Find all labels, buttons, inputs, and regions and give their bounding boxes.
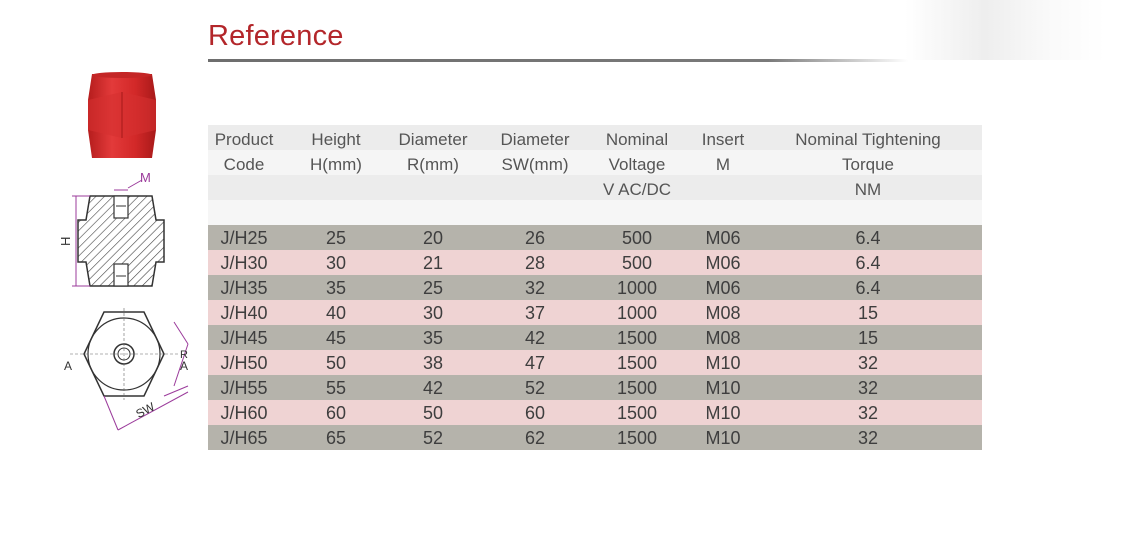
cell-insert: M08 [705,328,741,348]
cell-torque: 15 [857,303,879,323]
header-torque [788,127,948,202]
table-row [208,350,982,375]
header-line: Voltage [608,155,666,174]
cell-product-code: J/H40 [220,303,268,323]
cell-insert: M06 [705,278,741,298]
cell-diameter-sw: 47 [524,353,546,373]
title-divider [208,59,908,62]
label-a-right: A [180,359,189,373]
header-height [296,127,376,177]
cell-nominal-voltage: 1500 [616,428,658,448]
table-row [208,225,982,250]
cell-diameter-r: 50 [422,403,444,423]
header-nominal-voltage [593,127,681,202]
header-line: Diameter [398,130,468,149]
cell-diameter-r: 21 [422,253,444,273]
table-header [208,125,982,225]
background-glare [905,0,1105,60]
cell-product-code: J/H65 [220,428,268,448]
table-row [208,275,982,300]
label-r: R [180,349,188,361]
cell-height: 45 [325,328,347,348]
label-m: M [140,170,151,185]
label-sw: SW [133,399,158,421]
header-line: Code [223,155,265,174]
cell-product-code: J/H55 [220,378,268,398]
cell-product-code: J/H30 [220,253,268,273]
header-line: M [715,155,731,174]
table-row [208,425,982,450]
cell-insert: M08 [705,303,741,323]
cell-height: 55 [325,378,347,398]
cell-product-code: J/H35 [220,278,268,298]
cell-diameter-sw: 28 [524,253,546,273]
cell-insert: M10 [705,403,741,423]
header-diameter-r [393,127,473,177]
insulator-product-image [82,70,162,162]
cell-torque: 6.4 [855,253,881,273]
cell-height: 30 [325,253,347,273]
cell-diameter-r: 42 [422,378,444,398]
header-line: Insert [701,130,745,149]
cell-nominal-voltage: 1000 [616,278,658,298]
cell-nominal-voltage: 1500 [616,328,658,348]
cell-height: 65 [325,428,347,448]
table-row [208,400,982,425]
cell-torque: 6.4 [855,228,881,248]
cell-diameter-sw: 42 [524,328,546,348]
header-line: Product [214,130,274,149]
cell-diameter-sw: 26 [524,228,546,248]
cell-height: 35 [325,278,347,298]
cell-diameter-r: 25 [422,278,444,298]
cell-nominal-voltage: 500 [621,253,653,273]
cell-insert: M06 [705,253,741,273]
cell-torque: 32 [857,428,879,448]
header-line: SW(mm) [501,155,569,174]
header-product-code [208,127,280,177]
cell-nominal-voltage: 500 [621,228,653,248]
header-line: R(mm) [407,155,459,174]
header-line: NM [854,180,882,199]
page-title: Reference [208,20,344,52]
insulator-top-hex-drawing [56,300,196,440]
cell-diameter-sw: 60 [524,403,546,423]
header-line: Nominal [605,130,669,149]
cell-torque: 32 [857,353,879,373]
header-insert [698,127,748,177]
cell-product-code: J/H45 [220,328,268,348]
cell-height: 25 [325,228,347,248]
specification-table [208,125,982,450]
cell-product-code: J/H50 [220,353,268,373]
cell-height: 60 [325,403,347,423]
label-h: H [58,236,73,246]
cell-diameter-sw: 37 [524,303,546,323]
cell-diameter-r: 38 [422,353,444,373]
header-line: Torque [842,155,894,174]
cell-height: 50 [325,353,347,373]
cell-diameter-sw: 32 [524,278,546,298]
table-body [208,225,982,450]
cell-nominal-voltage: 1500 [616,353,658,373]
cell-torque: 15 [857,328,879,348]
header-line: Nominal Tightening [795,130,941,149]
table-row [208,325,982,350]
cell-insert: M10 [705,353,741,373]
cell-nominal-voltage: 1000 [616,303,658,323]
table-row [208,300,982,325]
cell-diameter-r: 30 [422,303,444,323]
table-row [208,250,982,275]
cell-insert: M06 [705,228,741,248]
header-line: Height [311,130,361,149]
table-row [208,375,982,400]
cell-torque: 32 [857,378,879,398]
cell-insert: M10 [705,378,741,398]
cell-diameter-r: 20 [422,228,444,248]
header-diameter-sw [493,127,577,177]
cell-diameter-sw: 52 [524,378,546,398]
cell-diameter-r: 52 [422,428,444,448]
cell-torque: 32 [857,403,879,423]
header-line: Diameter [500,130,570,149]
cell-product-code: J/H60 [220,403,268,423]
cell-diameter-sw: 62 [524,428,546,448]
cell-insert: M10 [705,428,741,448]
label-a-left: A [64,359,73,373]
cell-nominal-voltage: 1500 [616,378,658,398]
header-line: V AC/DC [602,180,672,199]
insulator-side-section-drawing [56,168,186,296]
header-line: H(mm) [310,155,362,174]
cell-diameter-r: 35 [422,328,444,348]
cell-product-code: J/H25 [220,228,268,248]
cell-nominal-voltage: 1500 [616,403,658,423]
cell-torque: 6.4 [855,278,881,298]
cell-height: 40 [325,303,347,323]
